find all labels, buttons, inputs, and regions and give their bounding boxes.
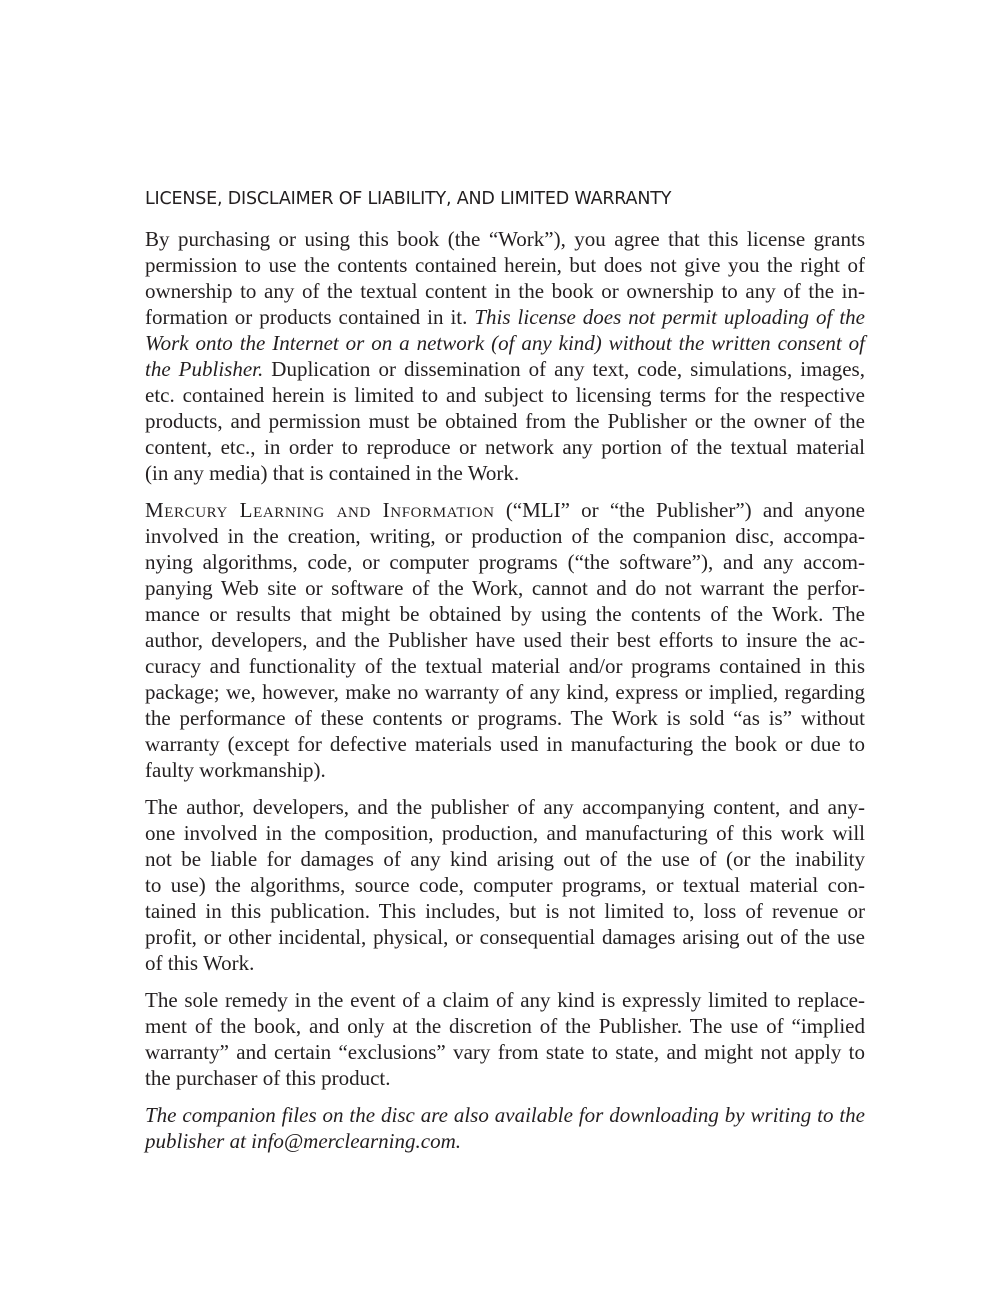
text-line: one involved in the composition, production, and manufacturing of this work will (145, 821, 865, 845)
paragraph-license-grant (145, 226, 865, 486)
text-line: not be liable for damages of any kind arising out of the use of (or the inability (145, 847, 865, 871)
text-line: permission to use the contents contained herein, but does not give you the right of (145, 253, 865, 277)
text-line: curacy and functionality of the textual material and/or programs contained in this (145, 654, 865, 678)
text-line: mance or results that might be obtained by using the contents of the Work. The (145, 602, 865, 626)
text-line: the purchaser of this product. (145, 1066, 391, 1090)
text-line: faulty workmanship). (145, 758, 326, 782)
text-line (145, 304, 865, 330)
text-line: Work onto the Internet or on a network (of any kind) without the written consent of (145, 331, 865, 355)
text-line: profit, or other incidental, physical, or consequential damages arising out of the use (145, 925, 865, 949)
text-line: publisher at info@merclearning.com. (145, 1129, 462, 1153)
paragraph-companion-files (145, 1102, 865, 1154)
text-line: ownership to any of the textual content in the book or ownership to any of the in- (145, 279, 865, 303)
text-line: warranty (except for defective materials used in manufacturing the book or due to (145, 732, 865, 756)
text-normal: Duplication or dissemination of any text, code, simulations, images, (263, 357, 865, 381)
text-line: to use) the algorithms, source code, computer programs, or textual material con- (145, 873, 865, 897)
license-page (145, 186, 865, 1165)
text-line: The companion files on the disc are also available for downloading by writing to the (145, 1103, 865, 1127)
text-line: panying Web site or software of the Work, cannot and do not warrant the perfor- (145, 576, 865, 600)
text-line: The author, developers, and the publisher of any accompanying content, and any- (145, 795, 865, 819)
text-italic: the Publisher. (145, 357, 264, 381)
paragraph-liability (145, 794, 865, 976)
text-italic: This license does not permit uploading of the (474, 305, 865, 329)
text-line (145, 356, 865, 382)
text-line: nying algorithms, code, or computer programs (“the software”), and any accom- (145, 550, 865, 574)
page-title: LICENSE, DISCLAIMER OF LIABILITY, AND LIMITED WARRANTY (145, 189, 672, 209)
publisher-name: Mercury Learning and Information (145, 498, 495, 522)
text-line: author, developers, and the Publisher have used their best efforts to insure the ac- (145, 628, 865, 652)
paragraph-sole-remedy (145, 987, 865, 1091)
text-line: package; we, however, make no warranty of any kind, express or implied, regarding (145, 680, 865, 704)
text-line: of this Work. (145, 951, 255, 975)
text-line: ment of the book, and only at the discretion of the Publisher. The use of “implied (145, 1014, 865, 1038)
text-line: warranty” and certain “exclusions” vary from state to state, and might not apply to (145, 1040, 865, 1064)
text-line: products, and permission must be obtained from the Publisher or the owner of the (145, 409, 865, 433)
text-line: content, etc., in order to reproduce or network any portion of the textual material (145, 435, 865, 459)
text-line: (in any media) that is contained in the Work. (145, 461, 520, 485)
text-line (145, 497, 865, 523)
text-line: the performance of these contents or programs. The Work is sold “as is” without (145, 706, 865, 730)
text-normal: formation or products contained in it. (145, 305, 475, 329)
text-normal: (“MLI” or “the Publisher”) and anyone (494, 498, 865, 522)
text-line: The sole remedy in the event of a claim of any kind is expressly limited to replace- (145, 988, 865, 1012)
text-line: involved in the creation, writing, or production of the companion disc, accompa- (145, 524, 865, 548)
text-line: By purchasing or using this book (the “Work”), you agree that this license grants (145, 227, 865, 251)
paragraph-warranty-disclaimer (145, 497, 865, 783)
text-line: etc. contained herein is limited to and subject to licensing terms for the respective (145, 383, 865, 407)
text-line: tained in this publication. This includes, but is not limited to, loss of revenue or (145, 899, 865, 923)
